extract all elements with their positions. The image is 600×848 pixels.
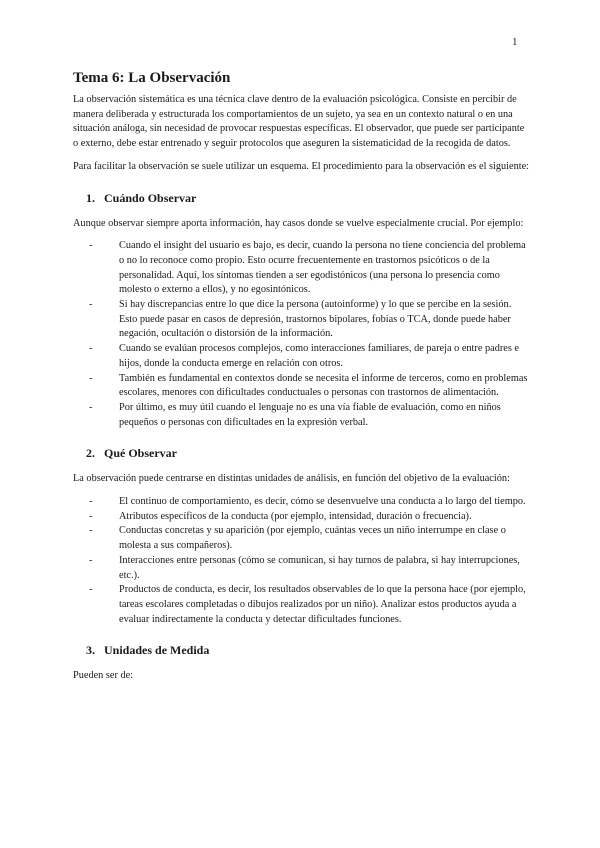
section-title: Unidades de Medida — [104, 643, 210, 658]
list-item — [89, 510, 531, 525]
list-item-text: Cuando el insight del usuario es bajo, es decir, cuando la persona no tiene conciencia del problema o no lo reconoce como propio. Esto ocurre frecuentemente en trastornos psicóticos o de la personalidad. Aquí, los síntomas tienden a ser egodistónicos (una persona lo presencia como molesto o externo a ellos), y no egosintónicos. — [119, 240, 526, 296]
list-item-text: Interacciones entre personas (cómo se comunican, si hay turnos de palabra, si hay interrupciones, etc.). — [119, 554, 520, 581]
list-item — [89, 372, 531, 401]
list-item-text: También es fundamental en contextos donde se necesita el informe de terceros, como en problemas escolares, menores con dificultades conductuales o personas con trastornos de alimentación. — [119, 372, 528, 399]
bullet-dash: - — [89, 525, 93, 537]
bullet-list — [73, 239, 531, 430]
section-lead: Pueden ser de: — [73, 670, 134, 682]
section-title: Qué Observar — [104, 446, 177, 461]
document-body — [73, 70, 531, 684]
list-item-text: Conductas concretas y su aparición (por ejemplo, cuántas veces un niño interrumpe en clase o molesta a sus compañeros). — [119, 525, 506, 552]
section-heading — [86, 191, 531, 206]
list-item — [89, 298, 531, 342]
bullet-list — [73, 495, 531, 627]
document-title: Tema 6: La Observación — [73, 70, 231, 86]
bullet-dash: - — [89, 372, 93, 384]
bullet-dash: - — [89, 343, 93, 355]
list-item-text: Atributos específicos de la conducta (por ejemplo, intensidad, duración o frecuencia). — [119, 510, 472, 522]
list-item — [89, 239, 531, 298]
list-item-text: Si hay discrepancias entre lo que dice la persona (autoinforme) y lo que se percibe en la sesión. Esto puede pasar en casos de depresión, trastornos bipolares, fobias o TCA, donde puede haber negación, ocultación o distorsión de la información. — [119, 299, 512, 340]
bullet-dash: - — [89, 496, 93, 508]
list-item — [89, 524, 531, 553]
bullet-dash: - — [89, 299, 93, 311]
section-heading — [86, 446, 531, 461]
bullet-dash: - — [89, 510, 93, 522]
intro-paragraph-2: Para facilitar la observación se suele utilizar un esquema. El procedimiento para la observación es el siguiente: — [73, 160, 530, 172]
list-item — [89, 495, 531, 510]
bullet-dash: - — [89, 554, 93, 566]
list-item-text: Productos de conducta, es decir, los resultados observables de lo que la persona hace (por ejemplo, tareas escolares completadas o dibujos realizados por un niño). Analizar estos productos ayuda a evaluar indirectamente la conducta y detectar dificultades funciones. — [119, 584, 526, 625]
section-lead: Aunque observar siempre aporta información, hay casos donde se vuelve especialmente crucial. Por ejemplo: — [73, 217, 524, 229]
list-item — [89, 583, 531, 627]
bullet-dash: - — [89, 401, 93, 413]
section-number: 2. — [86, 446, 95, 461]
page-number: 1 — [512, 36, 518, 48]
section-lead: La observación puede centrarse en distintas unidades de análisis, en función del objetivo de la evaluación: — [73, 473, 510, 485]
bullet-dash: - — [89, 584, 93, 596]
list-item-text: El continuo de comportamiento, es decir, cómo se desenvuelve una conducta a lo largo del tiempo. — [119, 496, 526, 508]
section-title: Cuándo Observar — [104, 190, 197, 205]
section-number: 3. — [86, 643, 95, 658]
list-item-text: Por último, es muy útil cuando el lenguaje no es una vía fiable de evaluación, como en niños pequeños o personas con dificultades en la expresión verbal. — [119, 401, 501, 428]
list-item — [89, 554, 531, 583]
list-item — [89, 401, 531, 430]
sections — [73, 191, 531, 685]
section-number: 1. — [86, 190, 95, 205]
section-heading — [86, 643, 531, 658]
list-item-text: Cuando se evalúan procesos complejos, como interacciones familiares, de pareja o entre padres e hijos, donde la conducta emerge en relación con otros. — [119, 343, 519, 369]
bullet-dash: - — [89, 240, 93, 252]
list-item — [89, 342, 531, 371]
intro-paragraph: La observación sistemática es una técnica clave dentro de la evaluación psicológica. Consiste en percibir de manera deliberada y estructurada los comportamientos de un sujeto, ya sea en un contexto natural o en una situación análoga, sin necesidad de provocar respuestas específicas. El observador, que puede ser participante o externo, debe estar entrenado y seguir protocolos que aseguren la sistematicidad de la recogida de datos. — [73, 94, 525, 150]
